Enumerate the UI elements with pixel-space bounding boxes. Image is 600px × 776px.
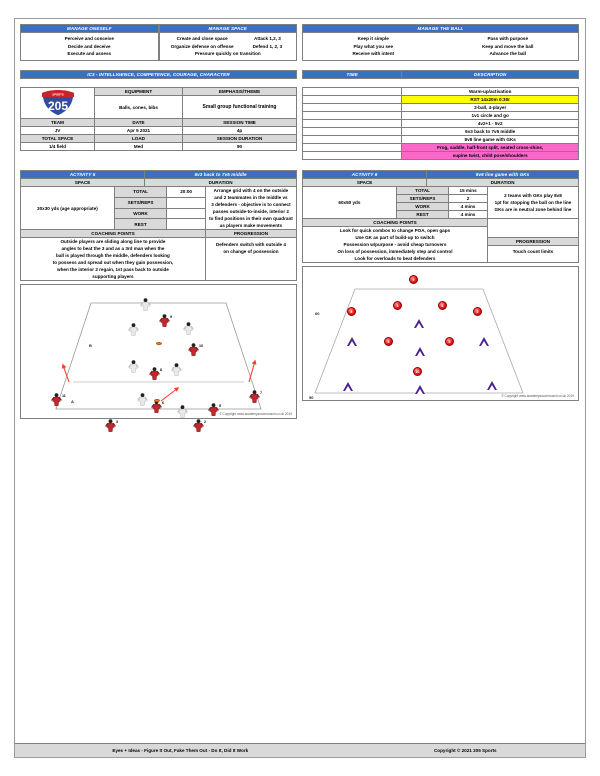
- purple-player-marker: [414, 319, 424, 328]
- schedule-row: [303, 120, 579, 128]
- a6-cp-3: Possession w/purpose - avoid cheap turnovers: [343, 242, 447, 247]
- activity-5-work-value: [167, 208, 206, 219]
- player-marker: [193, 419, 204, 437]
- red-player-marker: 8: [347, 307, 356, 316]
- player-marker: [208, 403, 219, 421]
- activity-6-work-label: WORK: [396, 203, 448, 211]
- activity-6-space-header: SPACE: [303, 179, 427, 187]
- player-marker: [159, 314, 170, 332]
- schedule-time-cell: [303, 128, 402, 136]
- equipment-value: Balls, cones, bibs: [95, 96, 183, 119]
- activity-6-total-value: 15 mins: [449, 187, 488, 195]
- player-marker: [140, 298, 151, 316]
- a5-exp-1: Arrange grid with 4 on the outside: [213, 188, 289, 193]
- activity-5-progression-header: PROGRESSION: [206, 230, 296, 238]
- a5-cp-6: supporting players: [92, 274, 134, 279]
- player-number-label: 7: [260, 391, 262, 395]
- load-value: Med: [95, 143, 183, 151]
- activity-5-space-header: SPACE: [21, 179, 145, 187]
- svg-text:SPORTS: SPORTS: [51, 92, 64, 97]
- schedule-description-cell: 1v1 circle and go: [402, 112, 579, 120]
- player-marker: [188, 343, 199, 361]
- manage-space-left-3: Pressure quickly on transition: [194, 51, 261, 57]
- player-number-label: 5: [219, 404, 221, 408]
- interstate-shield-icon: [39, 89, 77, 117]
- ic3-banner: IC3 - INTELLIGENCE, COMPETENCE, COURAGE, CHARACTER: [21, 71, 297, 79]
- schedule-time-cell: [303, 152, 402, 160]
- manage-space-title: MANAGE SPACE: [159, 25, 297, 33]
- sheet: [14, 18, 586, 758]
- player-number-label: 10: [199, 344, 203, 348]
- manage-space-right-1: Attack 1,2, 3: [254, 36, 281, 41]
- activity-6-title: ACTIVITY 6: [303, 171, 427, 179]
- a5-cp-4: to possess and spread out when they gain possession,: [52, 260, 174, 265]
- schedule-description-cell: 4v2+1 - 5v2: [402, 120, 579, 128]
- manage-ball-right-3: Advance the ball: [489, 51, 526, 57]
- total-space-value: 1/4 field: [21, 143, 95, 151]
- schedule-description-cell: 8v8 line game with GKs: [402, 136, 579, 144]
- red-player-marker: 6: [438, 301, 447, 310]
- info-schedule-row: [15, 82, 585, 160]
- activity-5-total-value: 20:00: [167, 187, 206, 198]
- schedule-time-cell: [303, 120, 402, 128]
- red-player-marker: 5: [384, 337, 393, 346]
- manage-oneself-line-3: Execute and assess: [67, 51, 112, 57]
- a6-cp-5: Look for overloads to beat defenders: [354, 256, 436, 261]
- manage-space-right-2: Defend 1, 2, 3: [252, 43, 283, 49]
- a5-prog-2: on change of possession: [223, 248, 279, 254]
- date-label: DATE: [95, 119, 183, 127]
- purple-player-marker: [347, 337, 357, 346]
- player-number-label: 11: [62, 394, 66, 398]
- red-player-marker: 3: [445, 337, 454, 346]
- player-marker: [249, 390, 260, 408]
- player-number-label: 2: [204, 420, 206, 424]
- schedule-row: [303, 96, 579, 104]
- a5-exp-5: to find positions in their own quadrant: [209, 216, 293, 221]
- session-time-value: 4p: [183, 127, 297, 135]
- schedule-time-cell: [303, 136, 402, 144]
- team-value: JV: [21, 127, 95, 135]
- activity-5-rest-value: [167, 219, 206, 230]
- schedule-row: [303, 112, 579, 120]
- schedule-time-cell: [303, 104, 402, 112]
- session-duration-value: 90: [183, 143, 297, 151]
- purple-player-marker: [415, 385, 425, 394]
- activity-6-total-label: TOTAL: [396, 187, 448, 195]
- team-label: TEAM: [21, 119, 95, 127]
- a6-cp-4: On loss of possession, immediately step and control: [337, 249, 453, 254]
- logo-cell: [21, 88, 95, 119]
- purple-player-marker: [479, 337, 489, 346]
- schedule-row: [303, 152, 579, 160]
- ic3-schedule-row: [15, 65, 585, 79]
- player-number-label: 3: [116, 420, 118, 424]
- activity-6-name: 8v8 line game with GKs: [427, 171, 579, 179]
- info-col: [20, 87, 297, 160]
- manage-oneself-title: MANAGE ONESELF: [21, 25, 159, 33]
- activity-6-setsreps-label: SETS/REPS: [396, 195, 448, 203]
- schedule-description-cell: 6v3 back to 7v5 middle: [402, 128, 579, 136]
- a5-exp-3: 3 defenders - objective is to connect: [211, 202, 291, 207]
- activity-6-work-value: 4 mins: [449, 203, 488, 211]
- activity-6-coaching-points: [303, 227, 488, 263]
- activity-6-rest-value: 4 mins: [449, 211, 488, 219]
- schedule-time-header: TIME: [303, 71, 402, 79]
- schedule-row: [303, 144, 579, 152]
- purple-player-marker: [343, 382, 353, 391]
- manage-ball-left-2: Play what you see: [353, 43, 394, 49]
- activity-6-space-value: 60x50 yds: [303, 187, 397, 219]
- schedule-row: [303, 136, 579, 144]
- player-marker: [51, 393, 62, 411]
- activity-6-progression: [488, 245, 578, 257]
- schedule-description-cell: 2-ball, 4-player: [402, 104, 579, 112]
- activity-5-panel: [20, 170, 297, 424]
- activity-5-rest-label: REST: [114, 219, 166, 230]
- schedule-description-cell: supine twist, child pose/shoulders: [402, 152, 579, 160]
- manage-ball-box: [302, 24, 579, 61]
- total-space-label: TOTAL SPACE: [21, 135, 95, 143]
- info-table: [20, 87, 297, 151]
- schedule-time-cell: [303, 112, 402, 120]
- purple-player-marker: [487, 381, 497, 390]
- player-number-label: 8: [160, 368, 162, 372]
- activity-5-coaching-header: COACHING POINTS: [21, 230, 206, 238]
- activity-6-rest-label: REST: [396, 211, 448, 219]
- emphasis-value: Small group functional training: [183, 96, 297, 119]
- principles-row: [15, 19, 585, 61]
- a5-cp-5: when the interior 2 regain, 1st pass back to outside: [57, 267, 169, 272]
- red-player-marker: 10: [413, 367, 422, 376]
- manage-ball-left-3: Receive with intent: [352, 51, 395, 57]
- activity-5-setsreps-label: SETS/REPS: [114, 197, 166, 208]
- manage-oneself-line-1: Perceive and conceive: [64, 36, 114, 41]
- schedule-col: [302, 87, 579, 160]
- principles-left-col: [20, 24, 297, 61]
- a5-exp-6: as players make movements: [219, 223, 283, 228]
- manage-oneself-line-2: Decide and deceive: [67, 43, 111, 49]
- manage-oneself-box: [20, 24, 159, 61]
- schedule-row: [303, 88, 579, 96]
- red-player-marker: 4: [393, 301, 402, 310]
- a5-cp-3: ball is played through the middle, defenders looking: [56, 253, 170, 258]
- a6-exp-3: GKs are in neutral zone behind line: [494, 207, 572, 212]
- a5-exp-2: and 2 teammates in the middle vs: [214, 195, 288, 200]
- activity-5-diagram: [20, 284, 297, 424]
- activity-6-duration-header: DURATION: [427, 179, 579, 187]
- purple-player-marker: [415, 347, 425, 356]
- player-marker: [151, 400, 162, 418]
- activity-6-explanation: [487, 187, 578, 219]
- activity-6-coaching-header: COACHING POINTS: [303, 219, 488, 227]
- manage-ball-title: MANAGE THE BALL: [303, 25, 579, 33]
- player-marker: [128, 360, 139, 378]
- a6-prog-1: Touch count limits: [512, 248, 554, 254]
- a5-cp-2: angles to beat the 3 and as a 3rd man when the: [61, 246, 165, 251]
- manage-ball-left-1: Keep it simple: [357, 36, 389, 41]
- page-footer: [15, 743, 585, 757]
- player-marker: [128, 323, 139, 341]
- movement-arrow: [249, 361, 255, 382]
- schedule-time-cell: [303, 96, 402, 104]
- player-marker: [149, 367, 160, 385]
- schedule-table: [302, 87, 579, 160]
- dimension-label: 50: [309, 395, 314, 400]
- activity-6-diagram-copyright: © Copyright www.academysoccercoach.co.uk 2019: [501, 394, 574, 398]
- schedule-time-cell: [303, 88, 402, 96]
- a6-exp-2: 1pt for stopping the ball on the line: [494, 200, 572, 205]
- schedule-time-cell: [303, 144, 402, 152]
- player-marker: [105, 419, 116, 437]
- emphasis-header: EMPHASIS/THEME: [183, 88, 297, 96]
- activities-row: [15, 165, 585, 424]
- a5-prog-1: Defenders switch with outside 4: [215, 241, 286, 247]
- activity-5-work-label: WORK: [114, 208, 166, 219]
- schedule-description-header: DESCRIPTION: [402, 71, 579, 79]
- ic3-col: [20, 70, 297, 79]
- session-time-label: SESSION TIME: [183, 119, 297, 127]
- sports-205-logo: [39, 89, 77, 117]
- schedule-description-cell: Frog, saddle, half-front split, seated cross-shins,: [402, 144, 579, 152]
- activity-5-diagram-copyright: © Copyright www.academysoccercoach.co.uk 2019: [219, 412, 292, 416]
- a5-cp-1: Outside players are sliding along line to provide: [60, 239, 166, 244]
- activity-6-setsreps-value: 2: [449, 195, 488, 203]
- a6-exp-1: 2 teams with GKs play 8v8: [504, 193, 562, 198]
- player-number-label: 9: [170, 315, 172, 319]
- activity-6-panel: [302, 170, 579, 419]
- load-label: LOAD: [95, 135, 183, 143]
- manage-space-box: [159, 24, 298, 61]
- a6-cp-2: Use GK as part of build-up to switch: [355, 235, 435, 240]
- activity-6-progression-header: PROGRESSION: [488, 237, 578, 245]
- activity-5-coaching-points: [21, 238, 206, 281]
- schedule-header-col: [302, 70, 579, 79]
- schedule-row: [303, 104, 579, 112]
- manage-ball-right-1: Pass with purpose: [487, 36, 529, 41]
- activity-5-space-value: 30x30 yds (age appropriate): [21, 187, 115, 230]
- manage-ball-right-2: Keep and move the ball: [482, 43, 534, 49]
- equipment-header: EQUIPMENT: [95, 88, 183, 96]
- activity-5-setsreps-value: [167, 197, 206, 208]
- schedule-description-cell: RST 14x20m 0:30r: [402, 96, 579, 104]
- red-player-marker: 2: [473, 307, 482, 316]
- activity-5-name: 6v3 back to 7v5 middle: [145, 171, 297, 179]
- dimension-label: 60: [315, 311, 320, 316]
- player-marker: [171, 363, 182, 381]
- activity-5-duration-header: DURATION: [145, 179, 297, 187]
- schedule-description-cell: Warm-up/activation: [402, 88, 579, 96]
- svg-text:205: 205: [47, 99, 68, 113]
- zone-label: A: [71, 399, 74, 404]
- red-player-marker: 9: [409, 275, 418, 284]
- player-marker: [177, 405, 188, 423]
- schedule-row: [303, 128, 579, 136]
- principles-right-col: [302, 24, 579, 61]
- manage-space-left-2: Organize defense on offense: [170, 43, 234, 49]
- a6-cp-1: Look for quick combos to change POA, open gaps: [339, 228, 451, 233]
- activity-5-title: ACTIVITY 5: [21, 171, 145, 179]
- player-marker: [137, 393, 148, 411]
- a5-exp-4: passes outside-to-inside, interior 2: [212, 209, 289, 214]
- activity-5-total-label: TOTAL: [114, 187, 166, 198]
- date-value: Apr 5 2021: [95, 127, 183, 135]
- pitch-outline-right: [303, 267, 578, 400]
- activity-5-progression: [206, 238, 296, 258]
- footer-motto: Eyes + Ideas - Figure It Out, Fake Them Out - Do It, Did It Work: [112, 748, 249, 753]
- player-number-label: 6: [162, 401, 164, 405]
- player-marker: [183, 322, 194, 340]
- footer-copyright: Copyright © 2021 205 Sports: [433, 748, 497, 753]
- activity-5-explanation: [205, 187, 296, 230]
- manage-space-left-1: Create and close space: [176, 36, 228, 41]
- activity-6-diagram: [302, 266, 579, 401]
- zone-label: B: [89, 343, 92, 348]
- session-duration-label: SESSION DURATION: [183, 135, 297, 143]
